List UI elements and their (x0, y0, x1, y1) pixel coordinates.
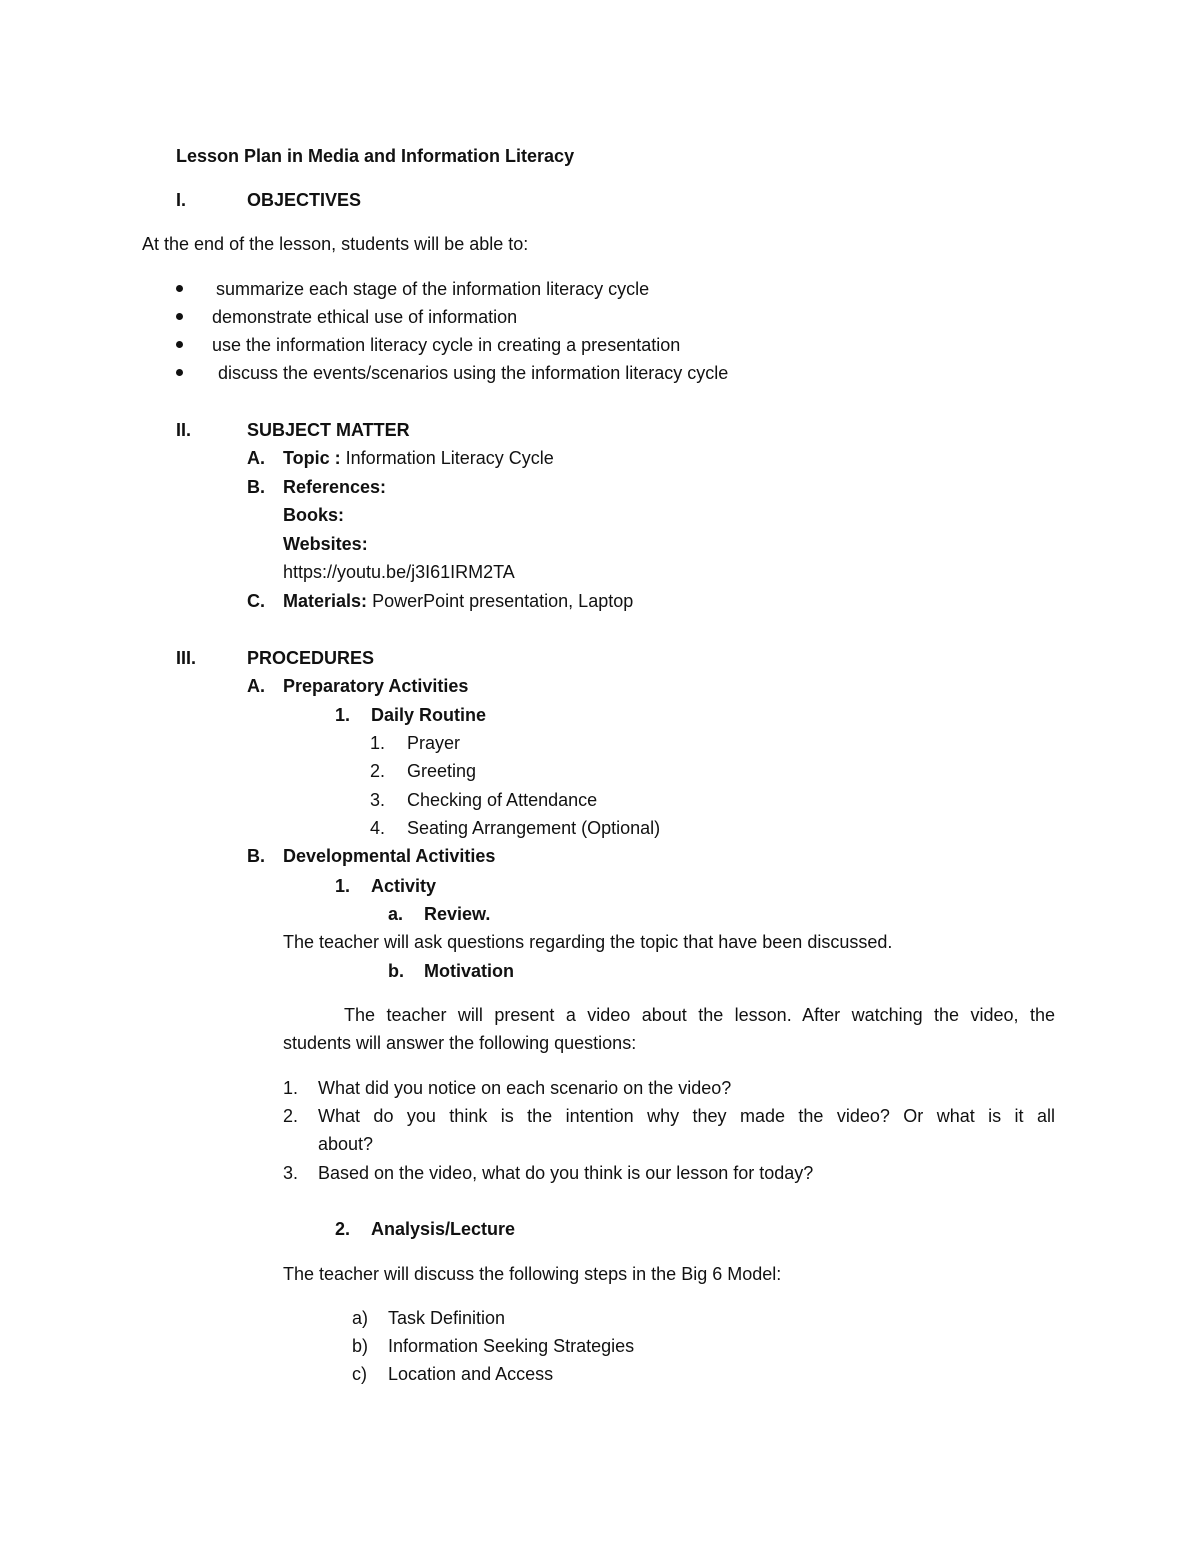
question-num: 1. (283, 1078, 299, 1098)
procedures-heading: PROCEDURES (247, 648, 375, 668)
activity-label: Activity (371, 876, 437, 896)
step-item: Location and Access (388, 1364, 554, 1384)
routine-item: Greeting (407, 761, 477, 781)
question-text-continued: about? (318, 1134, 374, 1154)
references-label: References: (283, 477, 387, 497)
bullet-icon (176, 285, 183, 292)
developmental-label: Developmental Activities (283, 846, 496, 866)
procedures-numeral: III. (176, 648, 197, 668)
motivation-label: Motivation (424, 961, 514, 981)
preparatory-label: Preparatory Activities (283, 676, 469, 696)
step-letter: a) (352, 1308, 369, 1328)
materials-label: Materials: (283, 591, 368, 611)
objectives-heading: OBJECTIVES (247, 190, 362, 210)
topic-value: Information Literacy Cycle (345, 448, 554, 468)
review-letter: a. (388, 904, 404, 924)
objective-item: discuss the events/scenarios using the information literacy cycle (218, 363, 729, 383)
motivation-letter: b. (388, 961, 404, 981)
question-num: 2. (283, 1106, 299, 1126)
bullet-icon (176, 369, 183, 376)
objective-item: summarize each stage of the information literacy cycle (216, 279, 650, 299)
developmental-letter: B. (247, 846, 265, 866)
website-link[interactable]: https://youtu.be/j3I61IRM2TA (283, 562, 515, 582)
question-text: What do you think is the intention why they made the video? Or what is it all (318, 1106, 1055, 1126)
references-letter: B. (247, 477, 265, 497)
page-title: Lesson Plan in Media and Information Literacy (176, 146, 575, 166)
topic-letter: A. (247, 448, 265, 468)
routine-item: Prayer (407, 733, 461, 753)
websites-label: Websites: (283, 534, 368, 554)
materials-value: PowerPoint presentation, Laptop (372, 591, 634, 611)
routine-item: Seating Arrangement (Optional) (407, 818, 661, 838)
routine-num: 1. (335, 705, 351, 725)
routine-item-num: 2. (370, 761, 386, 781)
step-letter: b) (352, 1336, 369, 1356)
subject-matter-numeral: II. (176, 420, 192, 440)
routine-item: Checking of Attendance (407, 790, 598, 810)
materials-letter: C. (247, 591, 265, 611)
objectives-numeral: I. (176, 190, 187, 210)
review-text: The teacher will ask questions regarding the topic that have been discussed. (283, 932, 893, 952)
question-num: 3. (283, 1163, 299, 1183)
preparatory-letter: A. (247, 676, 265, 696)
objective-item: demonstrate ethical use of information (212, 307, 518, 327)
books-label: Books: (283, 505, 345, 525)
step-letter: c) (352, 1364, 367, 1384)
analysis-num: 2. (335, 1219, 351, 1239)
routine-item-num: 4. (370, 818, 386, 838)
question-text: Based on the video, what do you think is our lesson for today? (318, 1163, 814, 1183)
motivation-paragraph-line: The teacher will present a video about the lesson. After watching the video, the (344, 1005, 1055, 1025)
analysis-label: Analysis/Lecture (371, 1219, 516, 1239)
review-label: Review. (424, 904, 491, 924)
objective-item: use the information literacy cycle in creating a presentation (212, 335, 681, 355)
objectives-intro: At the end of the lesson, students will be able to: (142, 234, 529, 254)
activity-num: 1. (335, 876, 351, 896)
routine-label: Daily Routine (371, 705, 487, 725)
topic-label: Topic : (283, 448, 341, 468)
step-item: Information Seeking Strategies (388, 1336, 635, 1356)
materials-line (283, 590, 633, 612)
question-text: What did you notice on each scenario on the video? (318, 1078, 732, 1098)
step-item: Task Definition (388, 1308, 506, 1328)
subject-matter-heading: SUBJECT MATTER (247, 420, 410, 440)
routine-item-num: 1. (370, 733, 386, 753)
bullet-icon (176, 313, 183, 320)
topic-line (283, 447, 554, 469)
bullet-icon (176, 341, 183, 348)
analysis-intro: The teacher will discuss the following steps in the Big 6 Model: (283, 1264, 782, 1284)
motivation-paragraph-line: students will answer the following questions: (283, 1033, 637, 1053)
routine-item-num: 3. (370, 790, 386, 810)
